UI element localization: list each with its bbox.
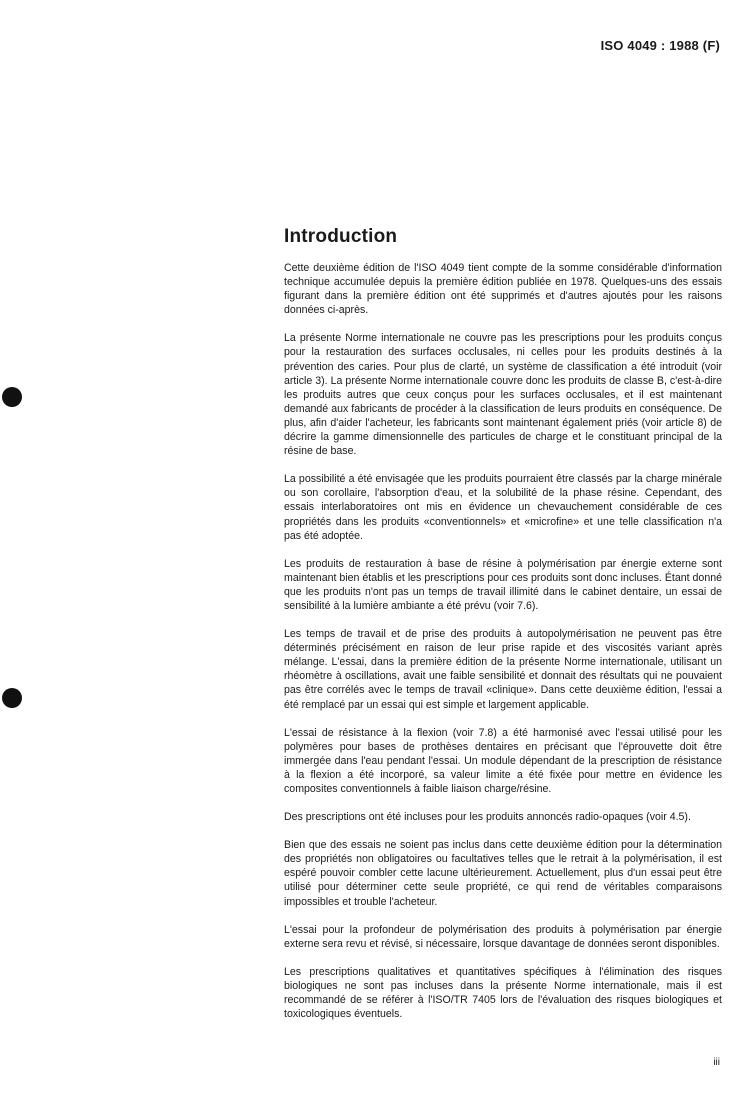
paragraph-6: L'essai de résistance à la flexion (voir 7.8) a été harmonisé avec l'essai utilisé pour les polymères pour bases de prothèses dentaires en précisant que l'éprouvette doit être immergée dans l'eau pendant l'essai. Un module dépendant de la prescription de résistance à la flexion a été incorporé, sa valeur limite a été fixée pour mettre en évidence les composites conventionnels à faible liaison charge/résine. — [284, 726, 722, 795]
paragraph-10: Les prescriptions qualitatives et quantitatives spécifiques à l'élimination des risques biologiques ne sont pas incluses dans la présente Norme internationale, mais il est recommandé de se référer à l'ISO/TR 7405 lors de l'évaluation des risques biologiques et toxicologiques éventuels. — [284, 965, 722, 1021]
paragraph-1: Cette deuxième édition de l'ISO 4049 tient compte de la somme considérable d'information technique accumulée depuis la première édition publiée en 1978. Quelques-uns des essais figurant dans la première édition ont été supprimés et d'autres ajoutés pour les raisons données ci-après. — [284, 262, 722, 317]
paragraph-3: La possibilité a été envisagée que les produits pourraient être classés par la charge minérale ou son corollaire, l'absorption d'eau, et la solubilité de la phase résine. Cependant, des essais interlaboratoires ont mis en évidence un chevauchement considérable de ces propriétés dans les produits «conventionnels» et «microfine» et une telle classification n'a pas été adoptée. — [284, 473, 722, 542]
section-title: Introduction — [284, 226, 398, 247]
page-number: iii — [713, 1057, 720, 1068]
paragraph-8: Bien que des essais ne soient pas inclus dans cette deuxième édition pour la détermination des propriétés non obligatoires ou facultatives telles que le retrait à la polymérisation, il est espéré pouvoir combler cette lacune ultérieurement. Actuellement, plus d'un essai peut être utilisé pour déterminer cette seule propriété, ce qui rend de véritables comparaisons impossibles et trouble l'acheteur. — [284, 839, 722, 908]
paragraph-5: Les temps de travail et de prise des produits à autopolymérisation ne peuvent pas être déterminés précisément en raison de leur prise rapide et des viscosités variant après mélange. L'essai, dans la première édition de la présente Norme internationale, utilisant un rhéomètre à oscillations, avait une faible sensibilité et donnait des résultats qui ne pouvaient pas être corrélés avec le temps de travail «clinique». Dans cette deuxième édition, l'essai a été remplacé par un essai qui est simple et largement applicable. — [284, 628, 722, 711]
binder-hole-bottom — [2, 688, 22, 708]
introduction-section — [284, 226, 722, 1035]
paragraph-2: La présente Norme internationale ne couvre pas les prescriptions pour les produits conçus pour la restauration des surfaces occlusales, ni celles pour les produits destinés à la prévention des caries. Pour plus de clarté, un système de classification a été introduit (voir article 3). La présente Norme internationale couvre donc les produits de classe B, c'est-à-dire les produits autres que ceux conçus pour les surfaces occlusales, et il est maintenant demandé aux fabricants de procéder à la classification de leurs produits en conséquence. De plus, afin d'aider l'acheteur, les fabricants sont maintenant également priés (voir article 8) de décrire la gamme dimensionnelle des particules de charge et le constituant principal de la résine de base. — [284, 332, 722, 458]
paragraph-4: Les produits de restauration à base de résine à polymérisation par énergie externe sont maintenant bien établis et les prescriptions pour ces produits sont donc incluses. Étant donné que les produits n'ont pas un temps de travail illimité dans le cabinet dentaire, un essai de sensibilité à la lumière ambiante a été prévu (voir 7.6). — [284, 557, 722, 612]
document-id-header: ISO 4049 : 1988 (F) — [600, 38, 720, 53]
binder-hole-top — [2, 387, 22, 407]
paragraph-7: Des prescriptions ont été incluses pour les produits annoncés radio-opaques (voir 4.5). — [284, 811, 691, 824]
paragraph-9: L'essai pour la profondeur de polymérisation des produits à polymérisation par énergie externe sera revu et révisé, si nécessaire, lorsque davantage de données seront disponibles. — [284, 923, 722, 950]
